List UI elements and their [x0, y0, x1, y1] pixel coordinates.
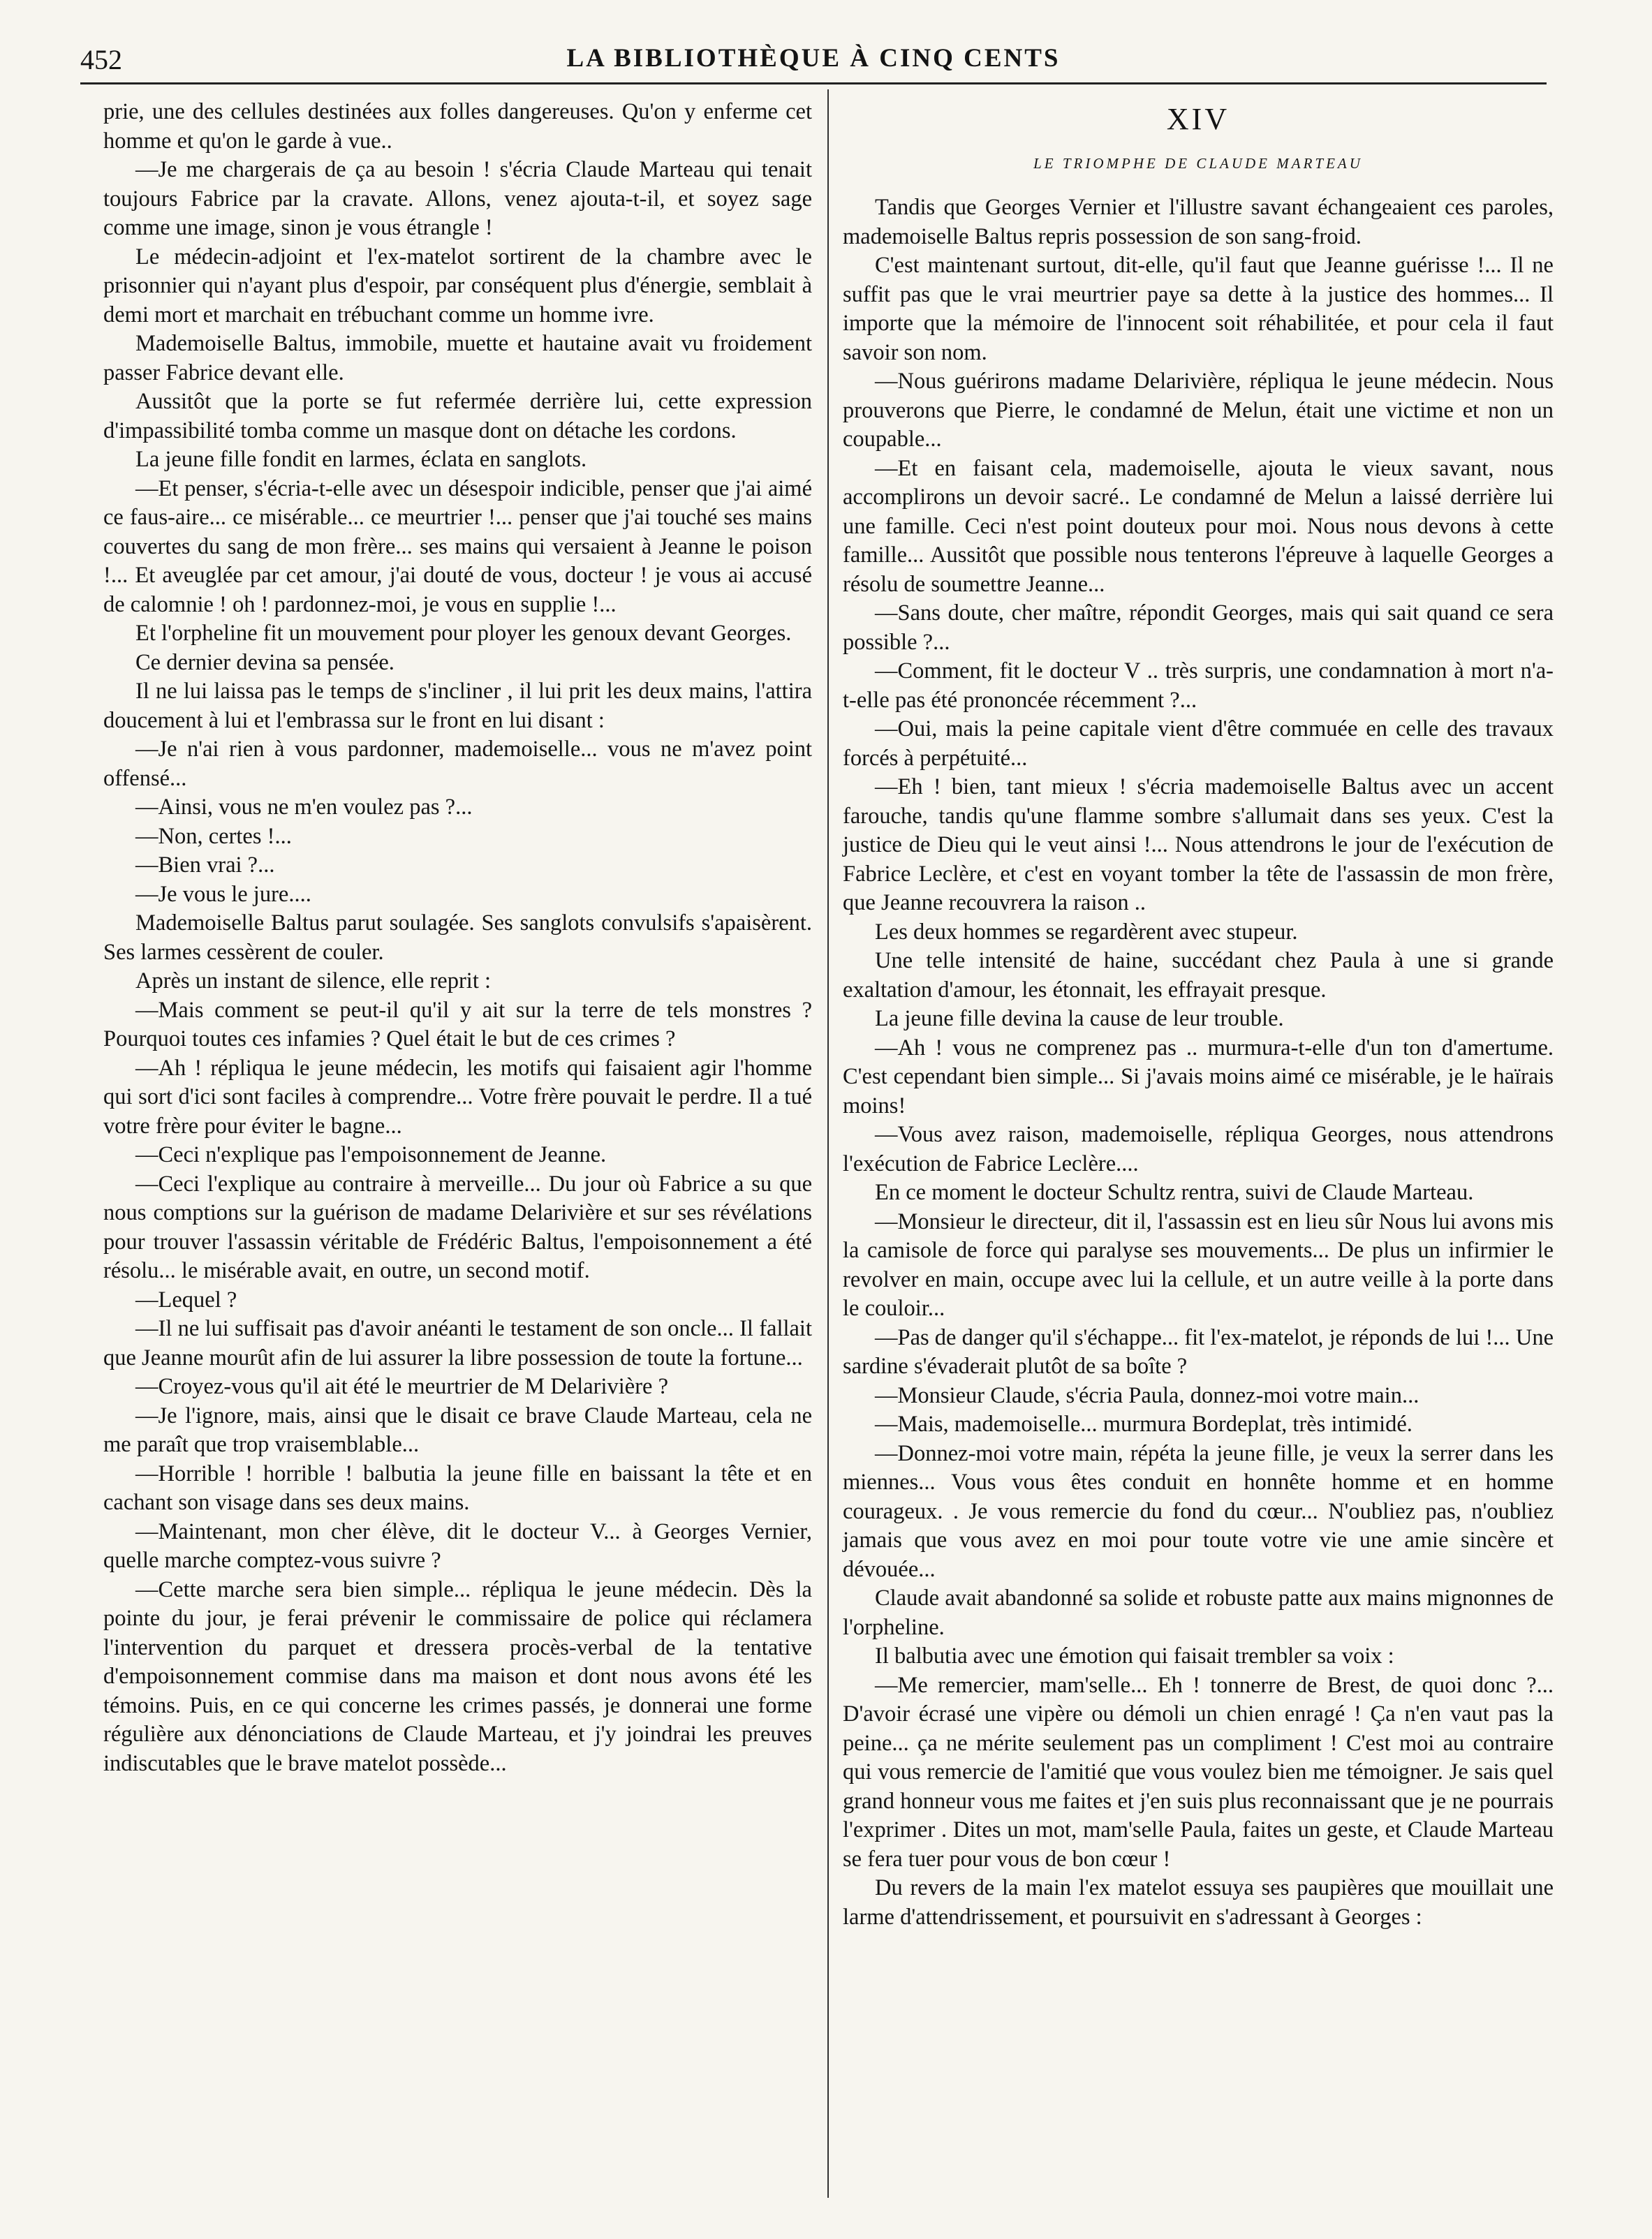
paragraph: —Nous guérirons madame Delarivière, répliqua le jeune médecin. Nous prouverons que Pierre, le condamné de Melun, était une victime et non un coupable...	[843, 369, 1554, 452]
paragraph: —Et en faisant cela, mademoiselle, ajouta le vieux savant, nous accomplirons un devoir sacré.. Le condamné de Melun a laissé derrière lui une famille. Ceci n'est point douteux pour moi. Nous nous devons à cette famille... Aussitôt que possible nous tenterons l'épreuve à laquelle Georges a résolu de soumettre Jeanne...	[843, 455, 1554, 597]
paragraph: Mademoiselle Baltus parut soulagée. Ses sanglots convulsifs s'apaisèrent. Ses larmes cessèrent de couler.	[103, 910, 812, 965]
paragraph: La jeune fille fondit en larmes, éclata en sanglots.	[135, 447, 587, 472]
paragraph: Le médecin-adjoint et l'ex-matelot sortirent de la chambre avec le prisonnier qui n'ayant plus d'espoir, par conséquent plus d'énergie, semblait à demi mort et marchait en trébuchant comme un homme ivre.	[103, 244, 812, 327]
page-number: 452	[80, 44, 122, 75]
paragraph: —Non, certes !...	[135, 823, 292, 849]
paragraph: —Ah ! vous ne comprenez pas .. murmura-t-elle d'un ton d'amertume. C'est cependant bien simple... Si j'avais moins aimé ce misérable, je le haïrais moins!	[843, 1035, 1554, 1118]
paragraph: —Oui, mais la peine capitale vient d'être commuée en celle des travaux forcés à perpétuité...	[843, 716, 1554, 771]
paragraph: Ce dernier devina sa pensée.	[135, 649, 394, 675]
paragraph: Mademoiselle Baltus, immobile, muette et hautaine avait vu froidement passer Fabrice devant elle.	[103, 331, 812, 385]
paragraph: —Horrible ! horrible ! balbutia la jeune fille en baissant la tête et en cachant son visage dans ses deux mains.	[103, 1461, 812, 1515]
paragraph: —Mais comment se peut-il qu'il y ait sur la terre de tels monstres ? Pourquoi toutes ces infamies ? Quel était le but de ces crimes ?	[103, 997, 812, 1051]
paragraph: prie, une des cellules destinées aux folles dangereuses. Qu'on y enferme cet homme et qu'on le garde à vue..	[103, 99, 812, 154]
column-divider	[827, 89, 829, 2198]
paragraph: —Lequel ?	[135, 1287, 237, 1313]
paragraph: Du revers de la main l'ex matelot essuya ses paupières que mouillait une larme d'attendrissement, et poursuivit en s'adressant à Georges :	[843, 1875, 1554, 1930]
paragraph: —Me remercier, mam'selle... Eh ! tonnerre de Brest, de quoi donc ?... D'avoir écrasé une vipère ou démoli un chien enragé ! Ça n'en vaut pas la peine... ça ne mérite seulement pas un compliment ! C'est moi au contraire qui vous remercie de l'amitié que vous voulez bien me témoigner. Je sais quel grand honneur vous me faites et j'en suis plus reconnaissant que je ne pourrais l'exprimer . Dites un mot, mam'selle Paula, faites un geste, et Claude Marteau se fera tuer pour vous de bon cœur !	[843, 1672, 1554, 1872]
right-column-text	[843, 193, 1554, 1932]
running-title: LA BIBLIOTHÈQUE À CINQ CENTS	[566, 44, 1061, 73]
paragraph: —Croyez-vous qu'il ait été le meurtrier de M Delarivière ?	[135, 1374, 668, 1399]
paragraph: —Eh ! bien, tant mieux ! s'écria mademoiselle Baltus avec un accent farouche, tandis qu'une flamme sombre s'allumait dans ses yeux. C'est la justice de Dieu qui le veut ainsi !... Nous attendrons le jour de l'exécution de Fabrice Leclère, et c'est en voyant tomber la tête de l'assassin de mon frère, que Jeanne recouvrera la raison ..	[843, 774, 1554, 915]
paragraph: —Ainsi, vous ne m'en voulez pas ?...	[135, 795, 473, 820]
paragraph: —Je l'ignore, mais, ainsi que le disait ce brave Claude Marteau, cela ne me paraît que trop vraisemblable...	[103, 1403, 812, 1457]
chapter-number: XIV	[1166, 102, 1230, 136]
paragraph: En ce moment le docteur Schultz rentra, suivi de Claude Marteau.	[875, 1180, 1474, 1205]
paragraph: Les deux hommes se regardèrent avec stupeur.	[875, 919, 1298, 945]
paragraph: —Ceci l'explique au contraire à merveille... Du jour où Fabrice a su que nous comptions sur la guérison de madame Delarivière et sur ses révélations pour trouver l'assassin véritable de Frédéric Baltus, l'empoisonnement a été résolu... le misérable avait, en outre, un second motif.	[103, 1171, 812, 1283]
paragraph: La jeune fille devina la cause de leur trouble.	[875, 1006, 1284, 1031]
chapter-title: LE TRIOMPHE DE CLAUDE MARTEAU	[1033, 154, 1363, 172]
page-header	[80, 40, 1547, 82]
paragraph: —Et penser, s'écria-t-elle avec un désespoir indicible, penser que j'ai aimé ce faus-aire... ce misérable... ce meurtrier !... penser que j'ai touché ses mains couvertes du sang de mon frère... ses mains qui versaient à Jeanne le poison !... Et aveuglée par cet amour, j'ai douté de vous, docteur ! je vous ai accusé de calomnie ! oh ! pardonnez-moi, je vous en supplie !...	[103, 475, 812, 617]
paragraph: —Ceci n'explique pas l'empoisonnement de Jeanne.	[135, 1142, 607, 1167]
paragraph: Il balbutia avec une émotion qui faisait trembler sa voix :	[875, 1643, 1394, 1669]
paragraph: C'est maintenant surtout, dit-elle, qu'il faut que Jeanne guérisse !... Il ne suffit pas que le vrai meurtrier paye sa dette à la justice des hommes... Il importe que la mémoire de l'innocent soit réhabilitée, et pour cela il faut savoir son nom.	[843, 253, 1554, 365]
paragraph: —Sans doute, cher maître, répondit Georges, mais qui sait quand ce sera possible ?...	[843, 600, 1554, 655]
paragraph: Une telle intensité de haine, succédant chez Paula à une si grande exaltation d'amour, les étonnait, les effrayait presque.	[843, 948, 1554, 1003]
paragraph: Après un instant de silence, elle reprit :	[135, 968, 492, 993]
paragraph: —Je vous le jure....	[135, 881, 311, 907]
paragraph: —Monsieur le directeur, dit il, l'assassin est en lieu sûr Nous lui avons mis la camisole de force qui paralyse ses mouvements... De plus un infirmier le revolver en main, occupe avec lui la cellule, et un autre veille à la porte dans le couloir...	[843, 1209, 1554, 1321]
paragraph: Claude avait abandonné sa solide et robuste patte aux mains mignonnes de l'orpheline.	[843, 1586, 1554, 1640]
paragraph: —Comment, fit le docteur V .. très surpris, une condamnation à mort n'a-t-elle pas été prononcée récemment ?...	[843, 658, 1554, 713]
left-column	[103, 98, 812, 1778]
header-rule	[80, 82, 1547, 84]
paragraph: —Vous avez raison, mademoiselle, répliqua Georges, nous attendrons l'exécution de Fabrice Leclère....	[843, 1122, 1554, 1176]
paragraph: Il ne lui laissa pas le temps de s'incliner , il lui prit les deux mains, l'attira doucement à lui et l'embrassa sur le front en lui disant :	[103, 679, 812, 733]
paragraph: —Il ne lui suffisait pas d'avoir anéanti le testament de son oncle... Il fallait que Jeanne mourût afin de lui assurer la libre possession de toute la fortune...	[103, 1316, 812, 1370]
paragraph: Aussitôt que la porte se fut refermée derrière lui, cette expression d'impassibilité tomba comme un masque dont on détache les cordons.	[103, 389, 812, 443]
paragraph: —Maintenant, mon cher élève, dit le docteur V... à Georges Vernier, quelle marche comptez-vous suivre ?	[103, 1518, 812, 1573]
paragraph: —Ah ! répliqua le jeune médecin, les motifs qui faisaient agir l'homme qui sort d'ici sont faciles à comprendre... Votre frère pouvait le perdre. Il a tué votre frère pour éviter le bagne...	[103, 1055, 812, 1139]
paragraph: —Cette marche sera bien simple... répliqua le jeune médecin. Dès la pointe du jour, je ferai prévenir le commissaire de police qui réclamera l'intervention du parquet et dressera procès-verbal de la tentative d'empoisonnement commise dans ma maison et dont nous avons été les témoins. Puis, en ce qui concerne les crimes passés, je donnerai une forme régulière aux dénonciations de Claude Marteau, et j'y joindrai les preuves indiscutables que le brave matelot possède...	[103, 1576, 812, 1776]
paragraph: —Je n'ai rien à vous pardonner, mademoiselle... vous ne m'avez point offensé...	[103, 737, 812, 791]
right-column	[843, 98, 1554, 1932]
paragraph: Et l'orpheline fit un mouvement pour ployer les genoux devant Georges.	[135, 621, 792, 646]
paragraph: —Mais, mademoiselle... murmura Bordeplat, très intimidé.	[875, 1412, 1413, 1437]
paragraph: —Pas de danger qu'il s'échappe... fit l'ex-matelot, je réponds de lui !... Une sardine s'évaderait plutôt de sa boîte ?	[843, 1324, 1554, 1379]
paragraph: —Bien vrai ?...	[135, 852, 275, 878]
paragraph: —Je me chargerais de ça au besoin ! s'écria Claude Marteau qui tenait toujours Fabrice par la cravate. Allons, venez ajouta-t-il, et soyez sage comme une image, sinon je vous étrangle !	[103, 157, 812, 240]
paragraph: Tandis que Georges Vernier et l'illustre savant échangeaient ces paroles, mademoiselle Baltus repris possession de son sang-froid.	[843, 195, 1554, 249]
paragraph: —Monsieur Claude, s'écria Paula, donnez-moi votre main...	[875, 1382, 1419, 1408]
paragraph: —Donnez-moi votre main, répéta la jeune fille, je veux la serrer dans les miennes... Vous vous êtes conduit en honnête homme et en homme courageux. . Je vous remercie du fond du cœur... N'oubliez pas, n'oubliez jamais que vous avez en moi pour toute votre vie une amie sincère et dévouée...	[843, 1440, 1554, 1582]
